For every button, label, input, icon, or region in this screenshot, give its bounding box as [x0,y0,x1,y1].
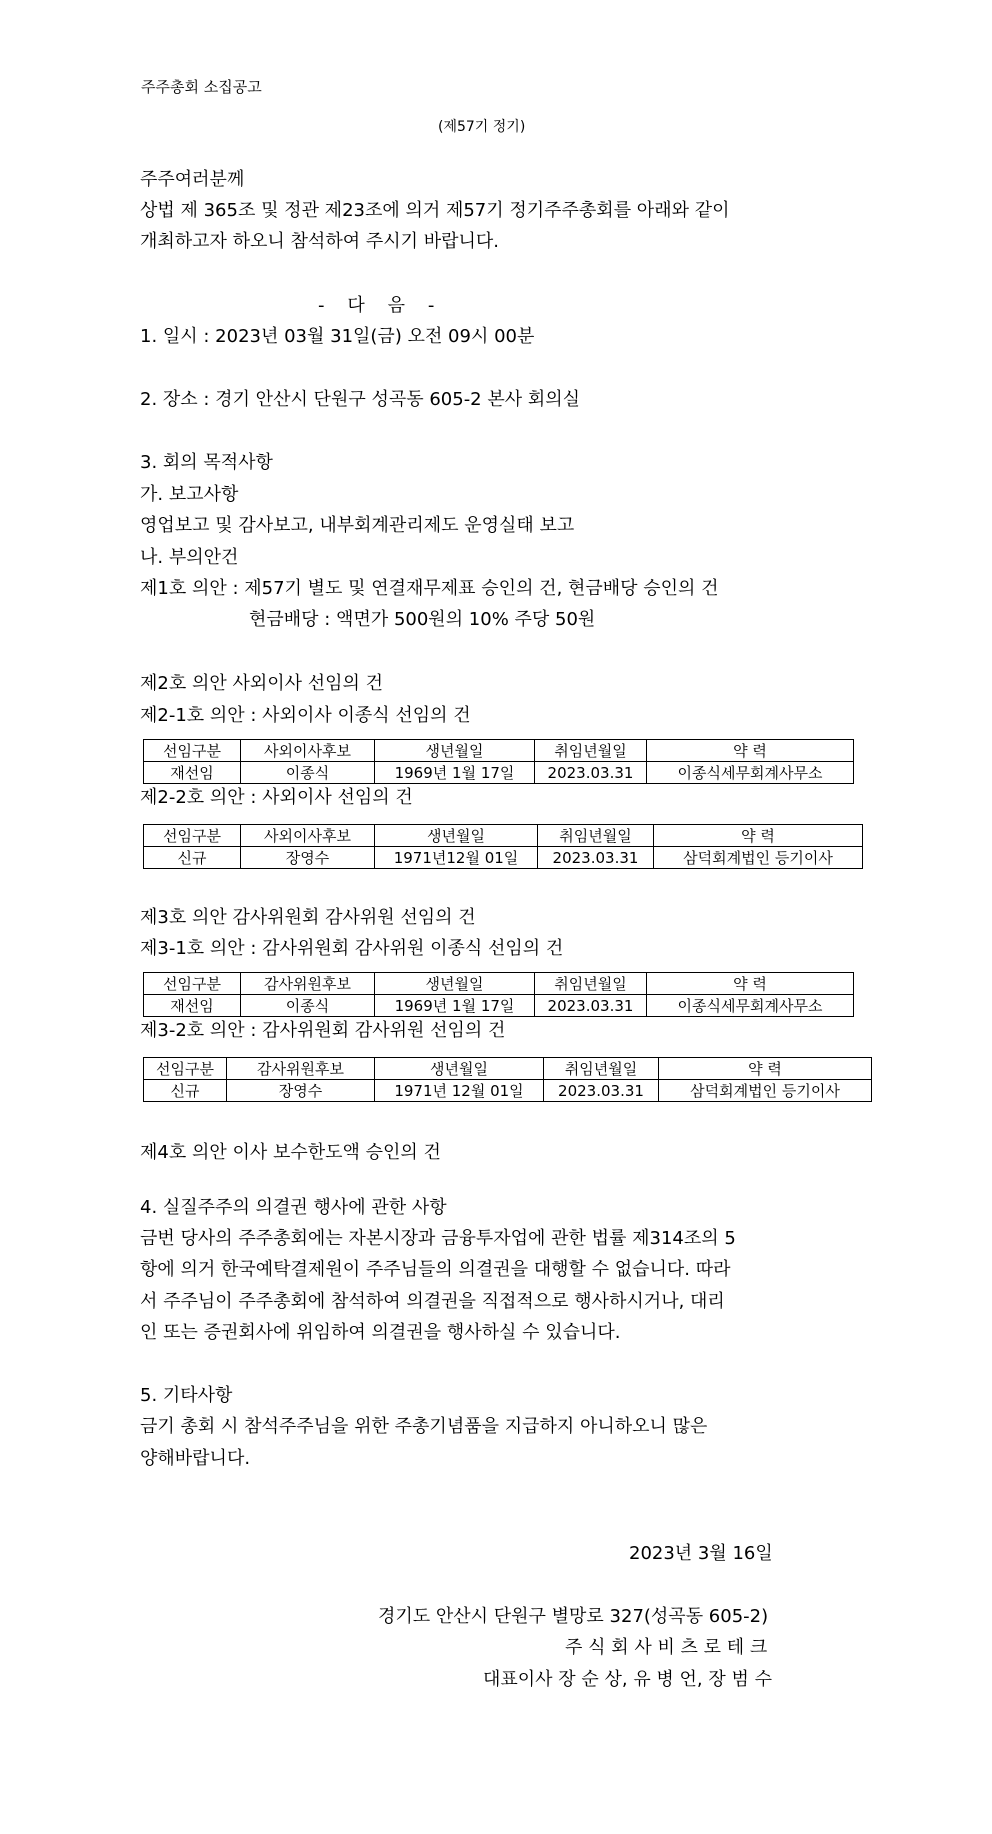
greeting: 주주여러분께 [140,169,245,190]
table-cell: 삼덕회계법인 등기이사 [654,847,863,869]
item-voting-title: 4. 실질주주의 의결권 행사에 관한 사항 [140,1197,447,1218]
header-cell: 취임년월일 [538,825,654,847]
header-cell: 생년월일 [375,1058,544,1080]
header-cell: 취임년월일 [535,973,647,995]
notice-title: 주주총회 소집공고 [141,78,262,96]
header-cell: 생년월일 [375,973,535,995]
header-cell: 약 력 [659,1058,872,1080]
table-cell: 이종식 [241,762,375,784]
header-cell: 감사위원후보 [241,973,375,995]
table-cell: 2023.03.31 [538,847,654,869]
agenda-1-dividend: 현금배당 : 액면가 500원의 10% 주당 50원 [249,609,596,630]
other-line-1: 금기 총회 시 참석주주님을 위한 주총기념품을 지급하지 아니하오니 많은 [140,1416,708,1437]
table-cell: 2023.03.31 [544,1080,659,1102]
item-date: 1. 일시 : 2023년 03월 31일(금) 오전 09시 00분 [140,326,535,347]
header-cell: 감사위원후보 [227,1058,375,1080]
table-cell: 이종식세무회계사무소 [647,995,854,1017]
company-address: 경기도 안산시 단원구 별망로 327(성곡동 605-2) [378,1606,769,1627]
table-agenda-2-1 [143,739,854,784]
table-cell: 신규 [144,847,241,869]
table-cell: 장영수 [227,1080,375,1102]
table-cell: 2023.03.31 [535,762,647,784]
header-cell: 선임구분 [144,825,241,847]
notice-subtitle: (제57기 정기) [438,119,526,135]
voting-line-3: 서 주주님이 주주총회에 참석하여 의결권을 직접적으로 행사하시거나, 대리 [140,1291,725,1312]
intro-line-2: 개최하고자 하오니 참석하여 주시기 바랍니다. [140,231,499,252]
report-title: 가. 보고사항 [140,484,239,505]
report-body: 영업보고 및 감사보고, 내부회계관리제도 운영실태 보고 [140,515,575,536]
other-line-2: 양해바랍니다. [140,1448,251,1469]
header-cell: 약 력 [647,740,854,762]
table-cell: 장영수 [241,847,375,869]
agenda-4: 제4호 의안 이사 보수한도액 승인의 건 [140,1142,441,1163]
table-row [144,1080,872,1102]
agenda-2-2: 제2-2호 의안 : 사외이사 선임의 건 [140,787,413,808]
voting-line-2: 항에 의거 한국예탁결제원이 주주님들의 의결권을 대행할 수 없습니다. 따라 [140,1259,731,1280]
agenda-2-1: 제2-1호 의안 : 사외이사 이종식 선임의 건 [140,705,471,726]
header-cell: 취임년월일 [535,740,647,762]
table-cell: 이종식 [241,995,375,1017]
header-cell: 사외이사후보 [241,740,375,762]
agenda-1: 제1호 의안 : 제57기 별도 및 연결재무제표 승인의 건, 현금배당 승인의 건 [140,578,719,599]
table-cell: 1971년 12월 01일 [375,1080,544,1102]
item-place: 2. 장소 : 경기 안산시 단원구 성곡동 605-2 본사 회의실 [140,389,581,410]
company-name: 주 식 회 사 비 츠 로 테 크 [565,1637,768,1658]
table-cell: 이종식세무회계사무소 [647,762,854,784]
agenda-3: 제3호 의안 감사위원회 감사위원 선임의 건 [140,907,476,928]
header-cell: 선임구분 [144,973,241,995]
header-cell: 사외이사후보 [241,825,375,847]
table-cell: 삼덕회계법인 등기이사 [659,1080,872,1102]
header-cell: 생년월일 [375,740,535,762]
table-cell: 1969년 1월 17일 [375,762,535,784]
agenda-title: 나. 부의안건 [140,547,239,568]
item-agenda-title: 3. 회의 목적사항 [140,452,273,473]
voting-line-1: 금번 당사의 주주총회에는 자본시장과 금융투자업에 관한 법률 제314조의 5 [140,1228,736,1249]
notice-date: 2023년 3월 16일 [629,1543,773,1564]
header-cell: 약 력 [654,825,863,847]
header-cell: 생년월일 [375,825,538,847]
table-agenda-3-1 [143,972,854,1017]
table-cell: 재선임 [144,762,241,784]
table-row [144,762,854,784]
voting-line-4: 인 또는 증권회사에 위임하여 의결권을 행사하실 수 있습니다. [140,1322,621,1343]
table-header-row [144,740,854,762]
intro-line-1: 상법 제 365조 및 정관 제23조에 의거 제57기 정기주주총회를 아래와 같이 [140,200,730,221]
agenda-3-2: 제3-2호 의안 : 감사위원회 감사위원 선임의 건 [140,1020,506,1041]
item-other-title: 5. 기타사항 [140,1385,233,1406]
section-heading: - 다 음 - [318,295,435,316]
agenda-2: 제2호 의안 사외이사 선임의 건 [140,673,383,694]
table-header-row [144,1058,872,1080]
header-cell: 약 력 [647,973,854,995]
table-cell: 2023.03.31 [535,995,647,1017]
header-cell: 선임구분 [144,740,241,762]
header-cell: 취임년월일 [544,1058,659,1080]
table-cell: 1969년 1월 17일 [375,995,535,1017]
table-cell: 재선임 [144,995,241,1017]
table-header-row [144,973,854,995]
table-cell: 신규 [144,1080,227,1102]
header-cell: 선임구분 [144,1058,227,1080]
table-row [144,847,863,869]
table-row [144,995,854,1017]
table-cell: 1971년12월 01일 [375,847,538,869]
table-header-row [144,825,863,847]
table-agenda-3-2 [143,1057,872,1102]
ceo-names: 대표이사 장 순 상, 유 병 언, 장 범 수 [483,1669,772,1690]
table-agenda-2-2 [143,824,863,869]
agenda-3-1: 제3-1호 의안 : 감사위원회 감사위원 이종식 선임의 건 [140,938,564,959]
